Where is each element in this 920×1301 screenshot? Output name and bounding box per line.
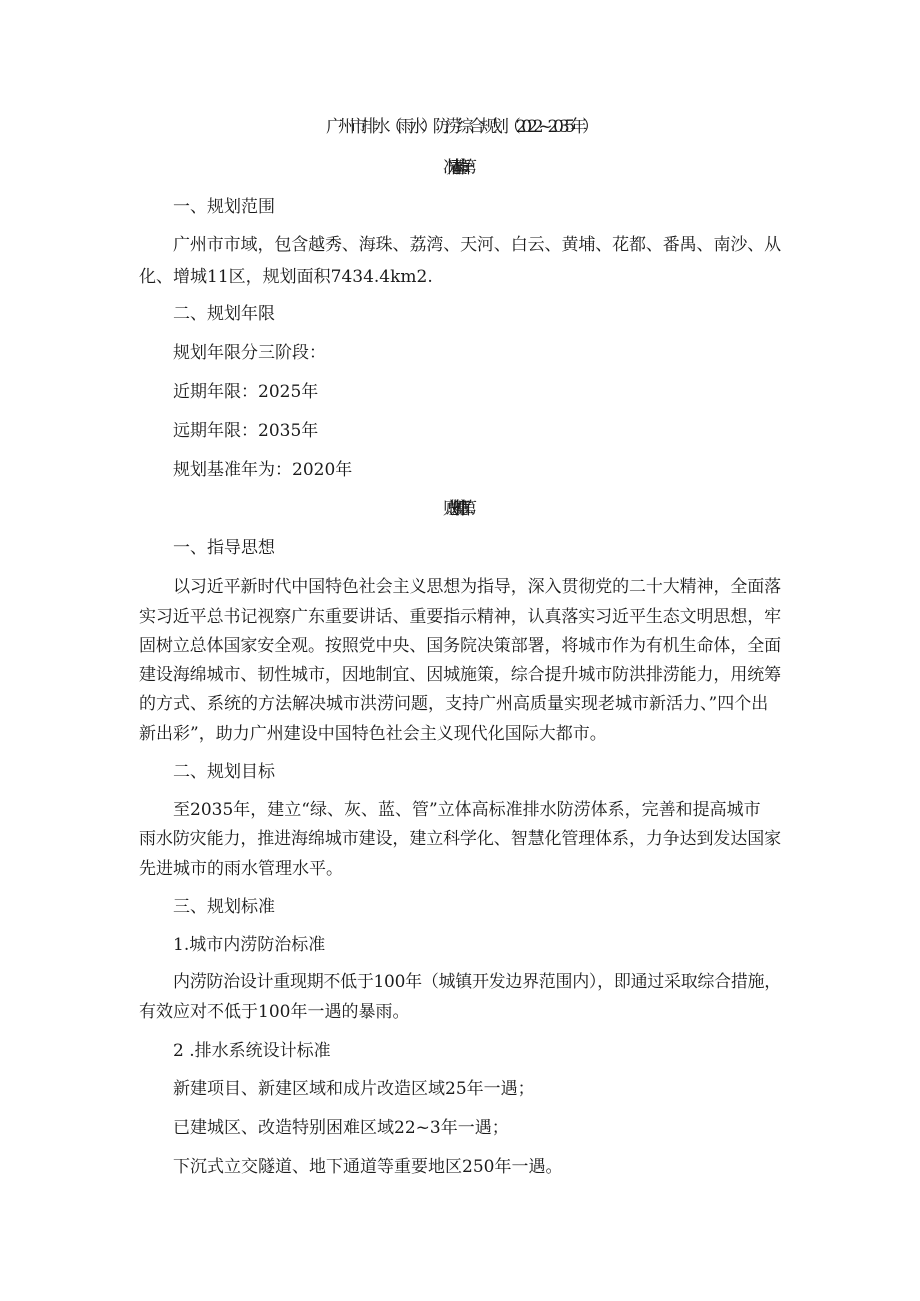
standard-subheading-2: 2 .排水系统设计标准 bbox=[173, 1041, 331, 1061]
standard-item-3: 下沉式立交隧道、地下通道等重要地区250年一遇。 bbox=[173, 1157, 563, 1177]
document-title: 广州市排水（雨水）防涝综合规划（2022~2035年） bbox=[326, 117, 594, 137]
period-base-year: 规划基准年为：2020年 bbox=[173, 460, 353, 480]
guiding-line-5: 的方式、系统的方法解决城市洪涝问题，支持广州高质量实现老城市新活力、”四个出 bbox=[139, 694, 769, 714]
section-standard-heading: 三、规划标准 bbox=[173, 897, 275, 917]
period-intro: 规划年限分三阶段： bbox=[173, 343, 326, 363]
section-scope-heading: 一、规划范围 bbox=[173, 197, 275, 217]
standard-1-line-2: 有效应对不低于100年一遇的暴雨。 bbox=[139, 1002, 410, 1022]
scope-paragraph-line-1: 广州市市域，包含越秀、海珠、荔湾、天河、白云、黄埔、花都、番禺、南沙、从 bbox=[173, 235, 782, 255]
period-far: 远期年限：2035年 bbox=[173, 421, 319, 441]
guiding-line-1: 以习近平新时代中国特色社会主义思想为指导，深入贯彻党的二十大精神，全面落 bbox=[173, 577, 782, 597]
section-guiding-heading: 一、指导思想 bbox=[173, 538, 275, 558]
standard-item-2: 已建城区、改造特别困难区域22~3年一遇； bbox=[173, 1118, 509, 1138]
period-near: 近期年限：2025年 bbox=[173, 382, 319, 402]
section-period-heading: 二、规划年限 bbox=[173, 304, 275, 324]
guiding-line-4: 建设海绵城市、韧性城市，因地制宜、因城施策，综合提升城市防洪排涝能力，用统筹 bbox=[139, 665, 782, 685]
standard-1-line-1: 内涝防治设计重现期不低于100年（城镇开发边界范围内），即通过采取综合措施， bbox=[173, 972, 781, 992]
guiding-line-6: 新出彩”，助力广州建设中国特色社会主义现代化国际大都市。 bbox=[139, 724, 607, 744]
goal-line-1: 至2035年，建立“绿、灰、蓝、管”立体高标准排水防涝体系，完善和提高城市 bbox=[173, 800, 761, 820]
goal-line-2: 雨水防灾能力，推进海绵城市建设，建立科学化、智慧化管理体系，力争达到发达国家 bbox=[139, 829, 782, 849]
goal-line-3: 先进城市的雨水管理水平。 bbox=[139, 859, 343, 879]
standard-item-1: 新建项目、新建区域和成片改造区域25年一遇； bbox=[173, 1079, 535, 1099]
guiding-line-3: 固树立总体国家安全观。按照党中央、国务院决策部署，将城市作为有机生命体，全面 bbox=[139, 636, 782, 656]
scope-paragraph-line-2: 化、增城11区，规划面积7434.4km2. bbox=[139, 267, 433, 287]
chapter-2-heading bbox=[0, 497, 920, 521]
section-goal-heading: 二、规划目标 bbox=[173, 762, 275, 782]
guiding-line-2: 实习近平总书记视察广东重要讲话、重要指示精神，认真落实习近平生态文明思想，牢 bbox=[139, 607, 782, 627]
chapter-1-heading bbox=[0, 156, 920, 180]
standard-subheading-1: 1.城市内涝防治标准 bbox=[173, 935, 326, 955]
